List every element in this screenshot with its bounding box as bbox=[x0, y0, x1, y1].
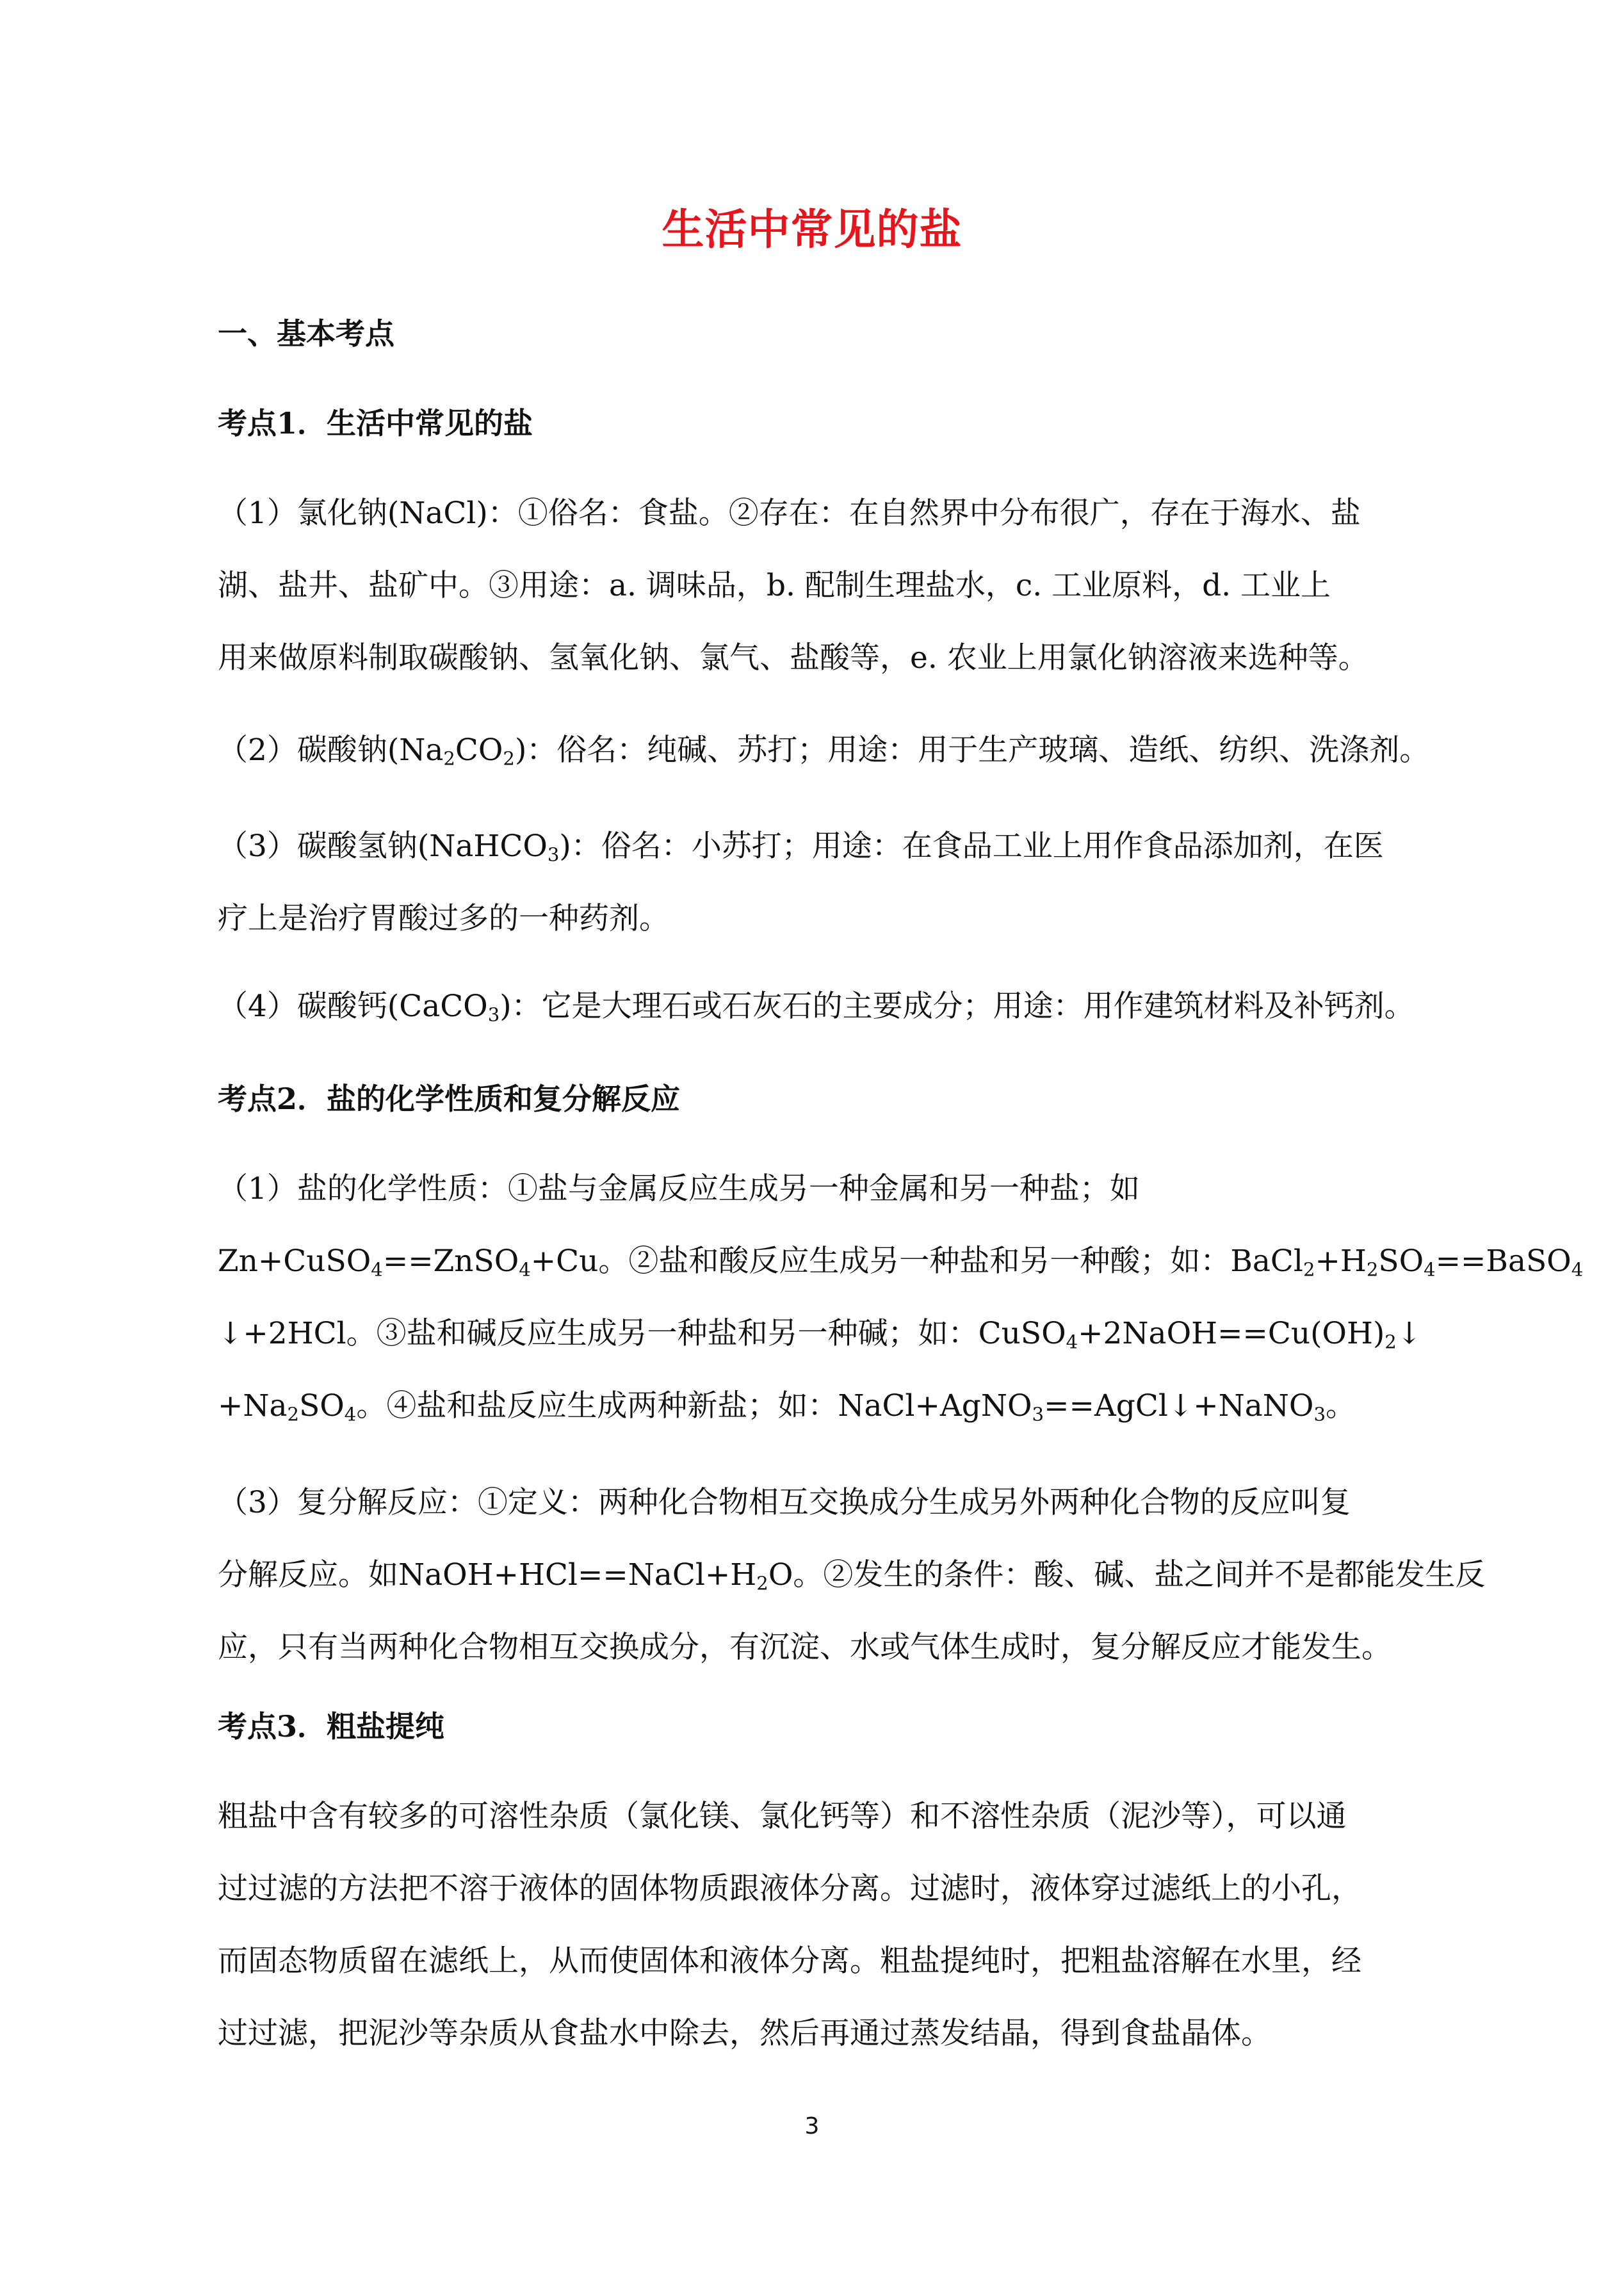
kp1-paragraph-3 bbox=[218, 810, 1470, 955]
kp3-heading: 考点3．粗盐提纯 bbox=[218, 1709, 445, 1744]
text-line: （3）复分解反应：①定义：两种化合物相互交换成分生成另外两种化合物的反应叫复 bbox=[218, 1485, 1351, 1520]
kp2-paragraph-1 bbox=[218, 1153, 1584, 1442]
kp2-heading: 考点2．盐的化学性质和复分解反应 bbox=[218, 1082, 681, 1116]
text-line: 过过滤，把泥沙等杂质从食盐水中除去，然后再通过蒸发结晶，得到食盐晶体。 bbox=[218, 2016, 1271, 2051]
kp1-heading: 考点1．生活中常见的盐 bbox=[218, 406, 533, 441]
text-line: 粗盐中含有较多的可溶性杂质（氯化镁、氯化钙等）和不溶性杂质（泥沙等），可以通 bbox=[218, 1799, 1347, 1834]
text-line: Zn+CuSO$_4$==ZnSO$_4$+Cu。②盐和酸反应生成另一种盐和另一种酸；如：$BaCl_2+H_2SO_4==BaSO_4$ bbox=[218, 1244, 1584, 1281]
text-line: （3）碳酸氢钠(NaHCO$_3$)：俗名：小苏打；用途：在食品工业上用作食品添加剂，在医 bbox=[218, 829, 1384, 866]
text-line: ↓+2HCl。③盐和碱反应生成另一种盐和另一种碱；如：$CuSO_4+2NaOH==Cu(OH)_2↓$ bbox=[218, 1316, 1422, 1353]
page-number: 3 bbox=[804, 2113, 820, 2139]
text-line: （1）氯化钠(NaCl)：①俗名：食盐。②存在：在自然界中分布很广，存在于海水、盐 bbox=[218, 496, 1361, 531]
text-line: 而固态物质留在滤纸上，从而使固体和液体分离。粗盐提纯时，把粗盐溶解在水里，经 bbox=[218, 1943, 1361, 1979]
text-line: 应，只有当两种化合物相互交换成分，有沉淀、水或气体生成时，复分解反应才能发生。 bbox=[218, 1630, 1392, 1665]
kp1-paragraph-2 bbox=[218, 714, 1470, 786]
text-line: （2）碳酸钠$(Na_2CO_2)$：俗名：纯碱、苏打；用途：用于生产玻璃、造纸、纺织、洗涤剂。 bbox=[218, 733, 1430, 770]
section-heading: 一、基本考点 bbox=[218, 316, 394, 351]
kp2-paragraph-3 bbox=[218, 1466, 1486, 1683]
text-line: 过过滤的方法把不溶于液体的固体物质跟液体分离。过滤时，液体穿过滤纸上的小孔， bbox=[218, 1871, 1361, 1906]
text-line: 疗上是治疗胃酸过多的一种药剂。 bbox=[218, 901, 669, 936]
text-line: 用来做原料制取碳酸钠、氢氧化钠、氯气、盐酸等，e. 农业上用氯化钠溶液来选种等。 bbox=[218, 640, 1368, 676]
kp3-paragraph bbox=[218, 1780, 1470, 2070]
page-title: 生活中常见的盐 bbox=[662, 204, 962, 254]
text-line: （4）碳酸钙(CaCO$_3$)：它是大理石或石灰石的主要成分；用途：用作建筑材料及补钙剂。 bbox=[218, 989, 1415, 1026]
text-line: （1）盐的化学性质：①盐与金属反应生成另一种金属和另一种盐；如 bbox=[218, 1171, 1140, 1206]
kp1-paragraph-1 bbox=[218, 477, 1470, 694]
kp1-paragraph-4 bbox=[218, 970, 1470, 1042]
text-line: 分解反应。如$NaOH+HCl==NaCl+H_2O$。②发生的条件：酸、碱、盐之间并不是都能发生反 bbox=[218, 1557, 1486, 1594]
text-line: 湖、盐井、盐矿中。③用途：a. 调味品，b. 配制生理盐水，c. 工业原料，d. 工业上 bbox=[218, 568, 1331, 603]
text-line: $+Na_2SO_4$。④盐和盐反应生成两种新盐；如：NaCl+AgNO$_3$==AgCl↓+NaNO$_3$。 bbox=[218, 1388, 1356, 1425]
